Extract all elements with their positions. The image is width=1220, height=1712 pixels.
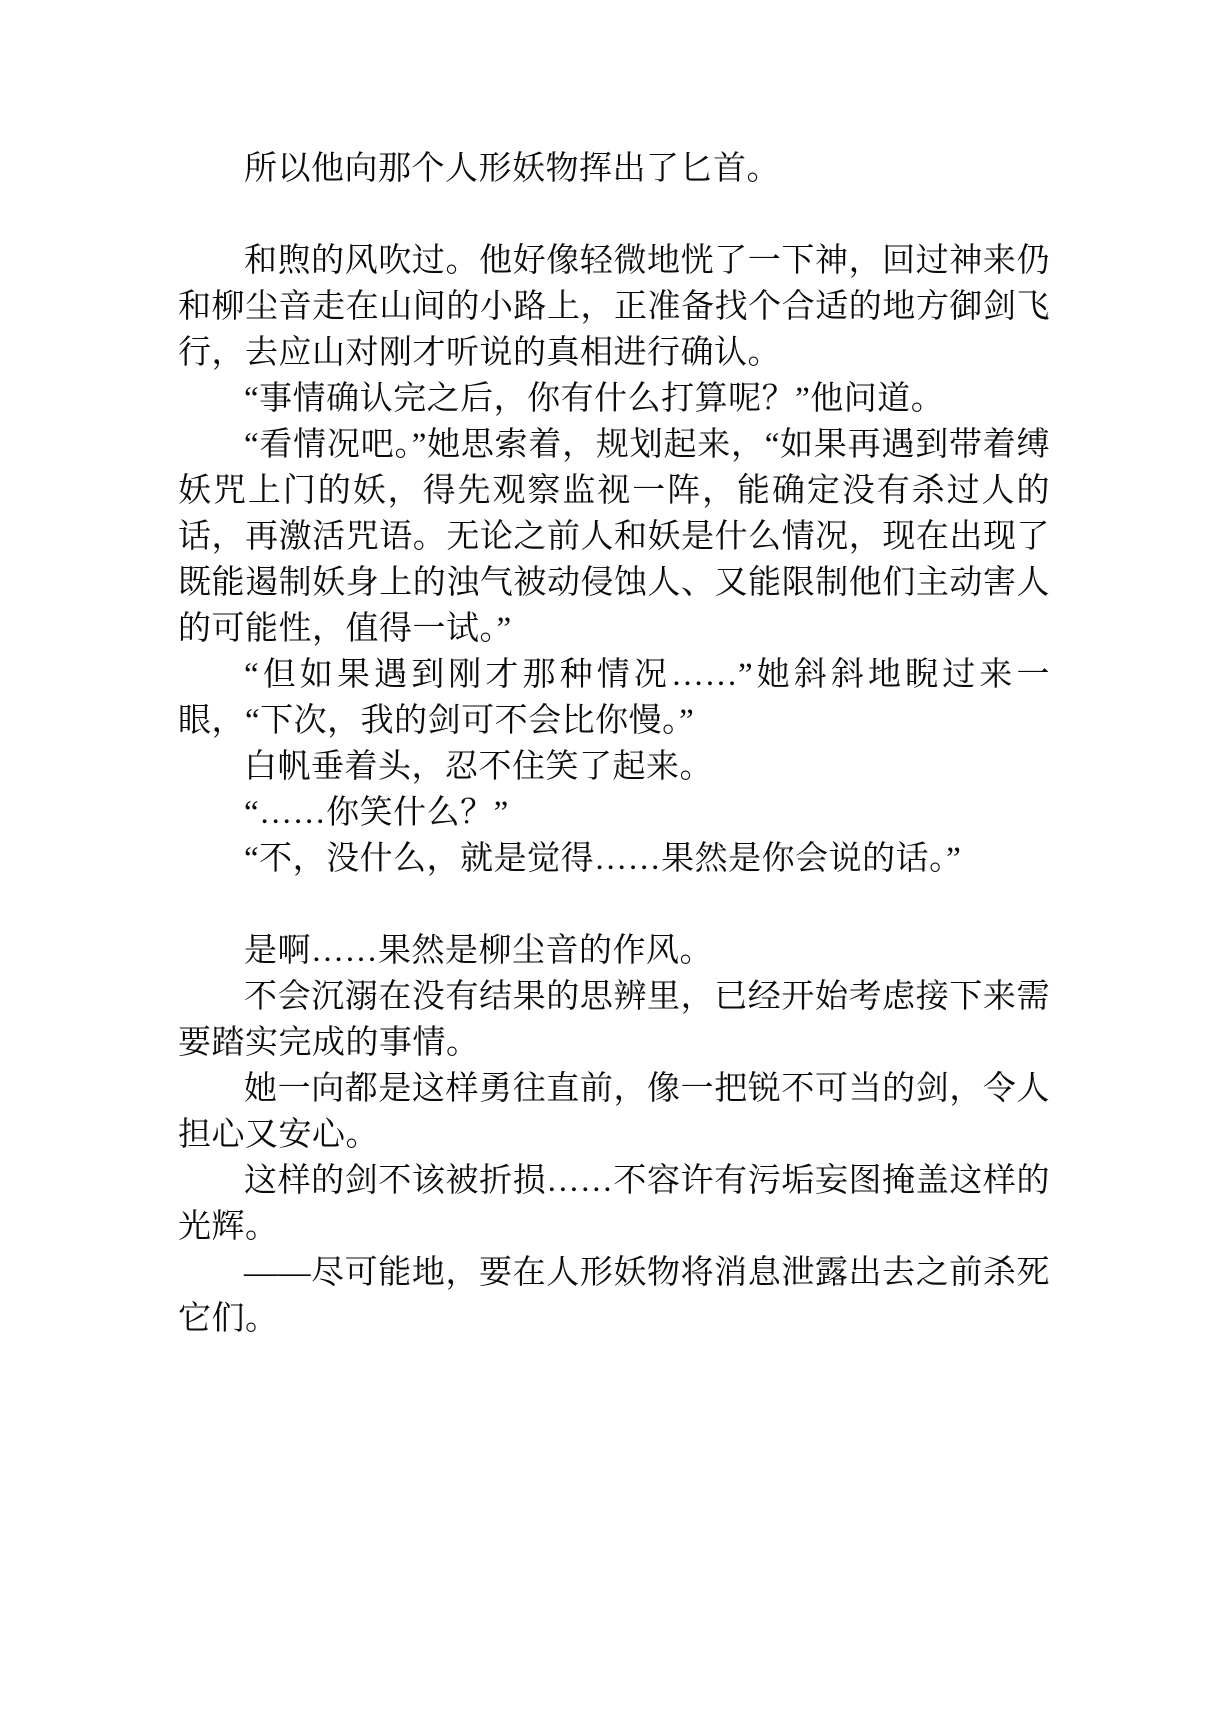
paragraph: ——尽可能地，要在人形妖物将消息泄露出去之前杀死它们。	[178, 1255, 1050, 1337]
paragraph: 白帆垂着头，忍不住笑了起来。	[244, 749, 713, 785]
paragraph: “看情况吧。”她思索着，规划起来，“如果再遇到带着缚妖咒上门的妖，得先观察监视一阵，能确定没有杀过人的话，再激活咒语。无论之前人和妖是什么情况，现在出现了既能遏制妖身上的浊气被动侵蚀人、又能限制他们主动害人的可能性，值得一试。”	[178, 427, 1050, 647]
paragraph: 不会沉溺在没有结果的思辨里，已经开始考虑接下来需要踏实完成的事情。	[178, 979, 1050, 1061]
paragraph: “但如果遇到刚才那种情况……”她斜斜地睨过来一眼，“下次，我的剑可不会比你慢。”	[178, 657, 1050, 739]
text-column	[178, 146, 1050, 1342]
paragraph: 这样的剑不该被折损……不容许有污垢妄图掩盖这样的光辉。	[178, 1163, 1050, 1245]
paragraph: 和煦的风吹过。他好像轻微地恍了一下神，回过神来仍和柳尘音走在山间的小路上，正准备找个合适的地方御剑飞行，去应山对刚才听说的真相进行确认。	[178, 243, 1050, 371]
paragraph: “事情确认完之后，你有什么打算呢？”他问道。	[244, 381, 945, 417]
paragraph: 所以他向那个人形妖物挥出了匕首。	[244, 151, 780, 187]
paragraph: 是啊……果然是柳尘音的作风。	[244, 933, 713, 969]
paragraph: “不，没什么，就是觉得……果然是你会说的话。”	[244, 841, 962, 877]
paragraph: “……你笑什么？”	[244, 795, 509, 831]
paragraph: 她一向都是这样勇往直前，像一把锐不可当的剑，令人担心又安心。	[178, 1071, 1050, 1153]
